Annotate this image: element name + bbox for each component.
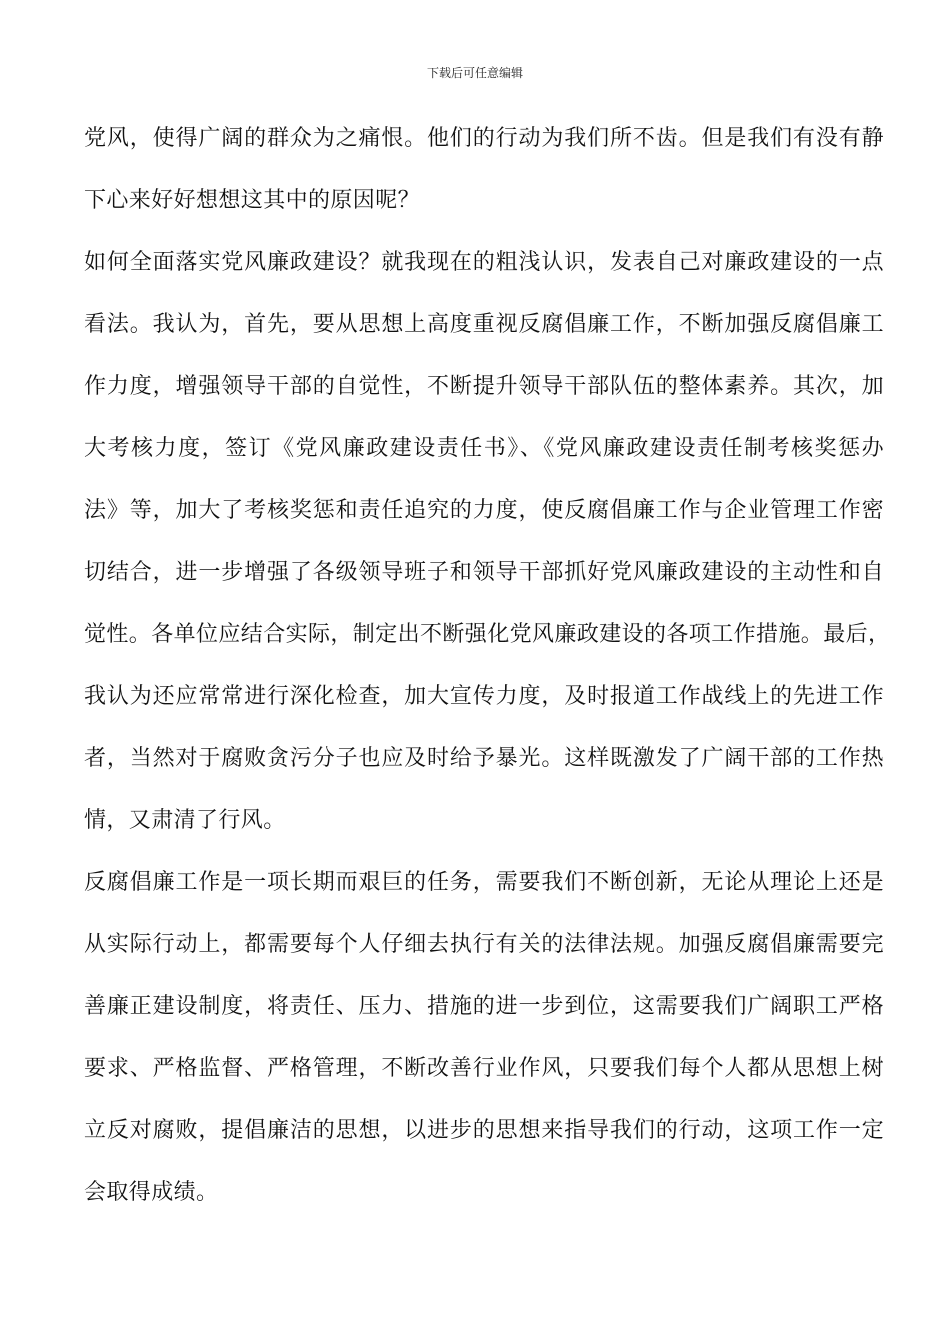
text-line: 会取得成绩。 [84, 1180, 219, 1205]
text-line: 者，当然对于腐败贪污分子也应及时给予暴光。这样既激发了广阔干部的工作热 [84, 746, 884, 771]
document-body [84, 108, 891, 1224]
text-line: 善廉正建设制度，将责任、压力、措施的进一步到位，这需要我们广阔职工严格 [84, 994, 884, 1019]
text-line: 法》等，加大了考核奖惩和责任追究的力度，使反腐倡廉工作与企业管理工作密 [84, 498, 884, 523]
text-line: 立反对腐败，提倡廉洁的思想，以进步的思想来指导我们的行动，这项工作一定 [84, 1118, 884, 1143]
text-line: 下心来好好想想这其中的原因呢？ [84, 188, 421, 213]
text-line: 觉性。各单位应结合实际，制定出不断强化党风廉政建设的各项工作措施。最后， [84, 622, 891, 647]
text-line: 如何全面落实党风廉政建设？就我现在的粗浅认识，发表自己对廉政建设的一点 [84, 250, 884, 275]
text-line: 作力度，增强领导干部的自觉性，不断提升领导干部队伍的整体素养。其次，加 [84, 374, 884, 399]
text-line: 我认为还应常常进行深化检查，加大宣传力度，及时报道工作战线上的先进工作 [84, 684, 884, 709]
text-line: 要求、严格监督、严格管理，不断改善行业作风，只要我们每个人都从思想上树 [84, 1056, 884, 1081]
text-line: 切结合，进一步增强了各级领导班子和领导干部抓好党风廉政建设的主动性和自 [84, 560, 884, 585]
text-line: 从实际行动上，都需要每个人仔细去执行有关的法律法规。加强反腐倡廉需要完 [84, 932, 884, 957]
text-line: 情，又肃清了行风。 [84, 808, 286, 833]
text-line: 看法。我认为，首先，要从思想上高度重视反腐倡廉工作，不断加强反腐倡廉工 [84, 312, 884, 337]
text-line: 大考核力度，签订《党风廉政建设责任书》、《党风廉政建设责任制考核奖惩办 [84, 436, 884, 461]
text-line: 反腐倡廉工作是一项长期而艰巨的任务，需要我们不断创新，无论从理论上还是 [84, 870, 884, 895]
page-header-note: 下载后可任意编辑 [426, 66, 523, 80]
text-line: 党风，使得广阔的群众为之痛恨。他们的行动为我们所不齿。但是我们有没有静 [84, 126, 884, 151]
